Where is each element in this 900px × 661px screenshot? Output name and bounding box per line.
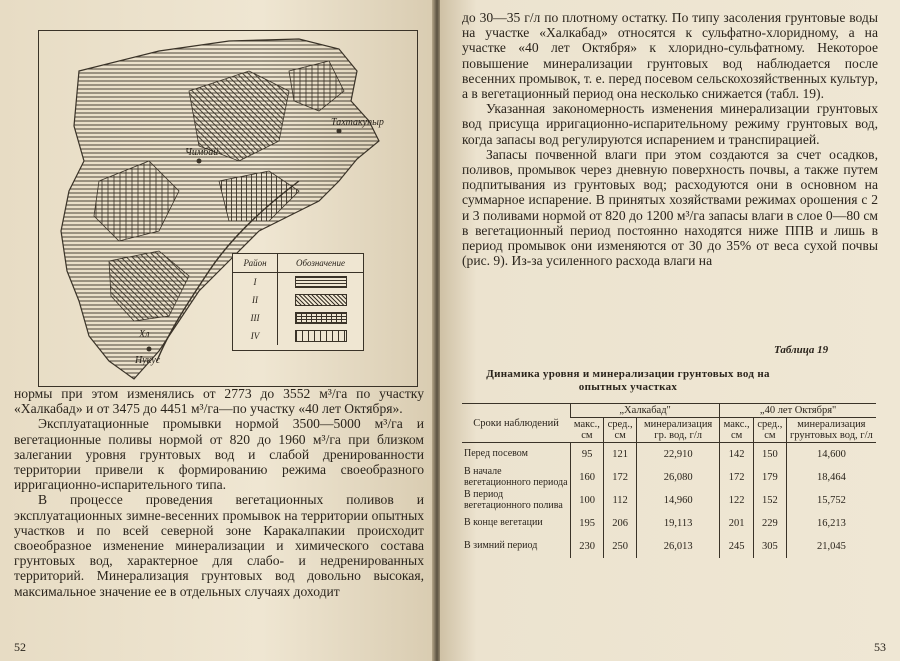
legend-header-symbol: Обозначение — [296, 258, 345, 268]
cell: 16,213 — [786, 512, 876, 535]
cell: 14,960 — [637, 489, 720, 512]
cell: 250 — [604, 535, 637, 558]
legend-swatch — [295, 330, 347, 342]
col-header-avg: сред., см — [753, 418, 786, 443]
cell: 179 — [753, 466, 786, 489]
map-legend — [232, 253, 364, 351]
table-row — [462, 512, 876, 535]
map-label-hl: Хл — [139, 329, 150, 340]
cell: 26,013 — [637, 535, 720, 558]
legend-row — [233, 327, 363, 345]
table-row — [462, 466, 876, 489]
cell: 230 — [571, 535, 604, 558]
right-page — [440, 0, 900, 661]
paragraph: Указанная закономерность изменения минерализации грунтовых вод присуща ирригационно-испарительному режиму грунтовых вод, когда запасы вод регулируются испарением и транспирацией. — [462, 101, 878, 147]
legend-region-label: II — [233, 291, 278, 309]
page-number: 53 — [874, 640, 886, 654]
map-label-nukus: Нукус — [135, 355, 161, 366]
col-header-avg: сред., см — [604, 418, 637, 443]
cell: 245 — [720, 535, 754, 558]
legend-row — [233, 273, 363, 291]
legend-swatch — [295, 312, 347, 324]
cell: 201 — [720, 512, 754, 535]
col-header-max: макс., см — [571, 418, 604, 443]
table-row — [462, 443, 876, 467]
cell: 160 — [571, 466, 604, 489]
cell: 142 — [720, 443, 754, 467]
cell: 22,910 — [637, 443, 720, 467]
page-number: 52 — [14, 640, 26, 654]
paragraph: до 30—35 г/л по плотному остатку. По типу засоления грунтовые воды на участке «Халкабад» относятся к сульфатно-хлоридному, а на участке «40 лет Октября» к хлоридно-сульфатному. Некоторое повышение минерализации грунтовых вод наблюдается после весенних промывок, т. е. перед посевом сельскохозяйственных культур, а в вегетационный период она несколько снижается (табл. 19). — [462, 10, 878, 102]
legend-region-label: I — [233, 273, 278, 291]
col-header-mineral: минерализация грунтовых вод, г/л — [786, 418, 876, 443]
cell: 100 — [571, 489, 604, 512]
legend-region-label: IV — [233, 327, 278, 345]
left-page — [0, 0, 436, 661]
paragraph: В процессе проведения вегетационных поливов и эксплуатационных зимне-весенних промывок на территории опытных участков и по всей северной зоне Каракалпакии происходит своеобразное изменение минерализации и химического состава грунтовых вод, характерное для слабо- и недренированных территорий. Минерализация грунтовых вод довольно высокая, максимальное значение ее в отдельных случаях доходит — [14, 492, 424, 599]
cell: 95 — [571, 443, 604, 467]
legend-swatch — [295, 276, 347, 288]
cell-period: В начале вегетационного периода — [464, 466, 568, 488]
table-caption: Таблица 19 — [774, 344, 829, 356]
cell: 305 — [753, 535, 786, 558]
cell: 229 — [753, 512, 786, 535]
map-label-takhtakupyr: Тахтакупыр — [331, 117, 384, 128]
paragraph: Запасы почвенной влаги при этом создаются за счет осадков, поливов, промывок через дневную поверхность почвы, а также путем подпитывания из грунтовых вод; расходуются они в основном на суммарное испарение. В принятых хозяйствами режимах орошения с 2 и 3 поливами нормой от 820 до 1200 м³/га запасы влаги в слое 0—80 см в вегетационный период постоянно находятся ниже ППВ и лишь в период промывок они изменяются от 30 до 35% от веса сухой почвы (рис. 9). Из-за усиленного расхода влаги на — [462, 146, 878, 269]
col-group-40-let: „40 лет Октября" — [720, 404, 876, 418]
cell-period: В конце вегетации — [464, 517, 543, 529]
col-group-khalkabad: „Халкабад" — [571, 404, 720, 418]
legend-header-region: Район — [233, 254, 278, 272]
groundwater-table — [462, 403, 876, 558]
cell-period: В период вегетационного полива — [464, 489, 563, 511]
cell: 21,045 — [786, 535, 876, 558]
cell: 206 — [604, 512, 637, 535]
cell: 121 — [604, 443, 637, 467]
table-row — [462, 489, 876, 512]
cell: 14,600 — [786, 443, 876, 467]
table-title: Динамика уровня и минерализации грунтовых вод на опытных участках — [486, 368, 770, 393]
map-label-chimbay: Чимбай — [185, 147, 219, 158]
cell: 112 — [604, 489, 637, 512]
cell: 26,080 — [637, 466, 720, 489]
cell: 172 — [720, 466, 754, 489]
legend-row — [233, 309, 363, 327]
cell: 122 — [720, 489, 754, 512]
cell: 19,113 — [637, 512, 720, 535]
paragraph: нормы при этом изменялись от 2773 до 3552 м³/га по участку «Халкабад» и от 3475 до 4451 м³/га—по участку «40 лет Октября». — [14, 386, 424, 417]
table-row — [462, 535, 876, 558]
map-point-chimbay — [197, 159, 202, 164]
paragraph: Эксплуатационные промывки нормой 3500—5000 м³/га и вегетационные поливы нормой от 820 до 1960 м³/га при близком залегании уровня грунтовых вод и слабой дренированности территории привели к формированию режима своеобразного ирригационно-испарительного типа. — [14, 416, 424, 493]
map-point-takhtakupyr — [337, 129, 342, 134]
right-body-text — [462, 10, 878, 268]
col-header-max: макс., см — [720, 418, 754, 443]
cell-period: В зимний период — [464, 540, 538, 552]
left-body-text — [14, 386, 424, 599]
cell: 18,464 — [786, 466, 876, 489]
cell: 150 — [753, 443, 786, 467]
legend-swatch — [295, 294, 347, 306]
map-point-nukus — [147, 347, 152, 352]
col-header-period: Сроки наблюдений — [462, 404, 571, 443]
cell: 152 — [753, 489, 786, 512]
cell-period: Перед посевом — [464, 448, 528, 460]
legend-row — [233, 291, 363, 309]
col-header-mineral: минерализация гр. вод, г/л — [637, 418, 720, 443]
cell: 15,752 — [786, 489, 876, 512]
cell: 172 — [604, 466, 637, 489]
cell: 195 — [571, 512, 604, 535]
legend-region-label: III — [233, 309, 278, 327]
